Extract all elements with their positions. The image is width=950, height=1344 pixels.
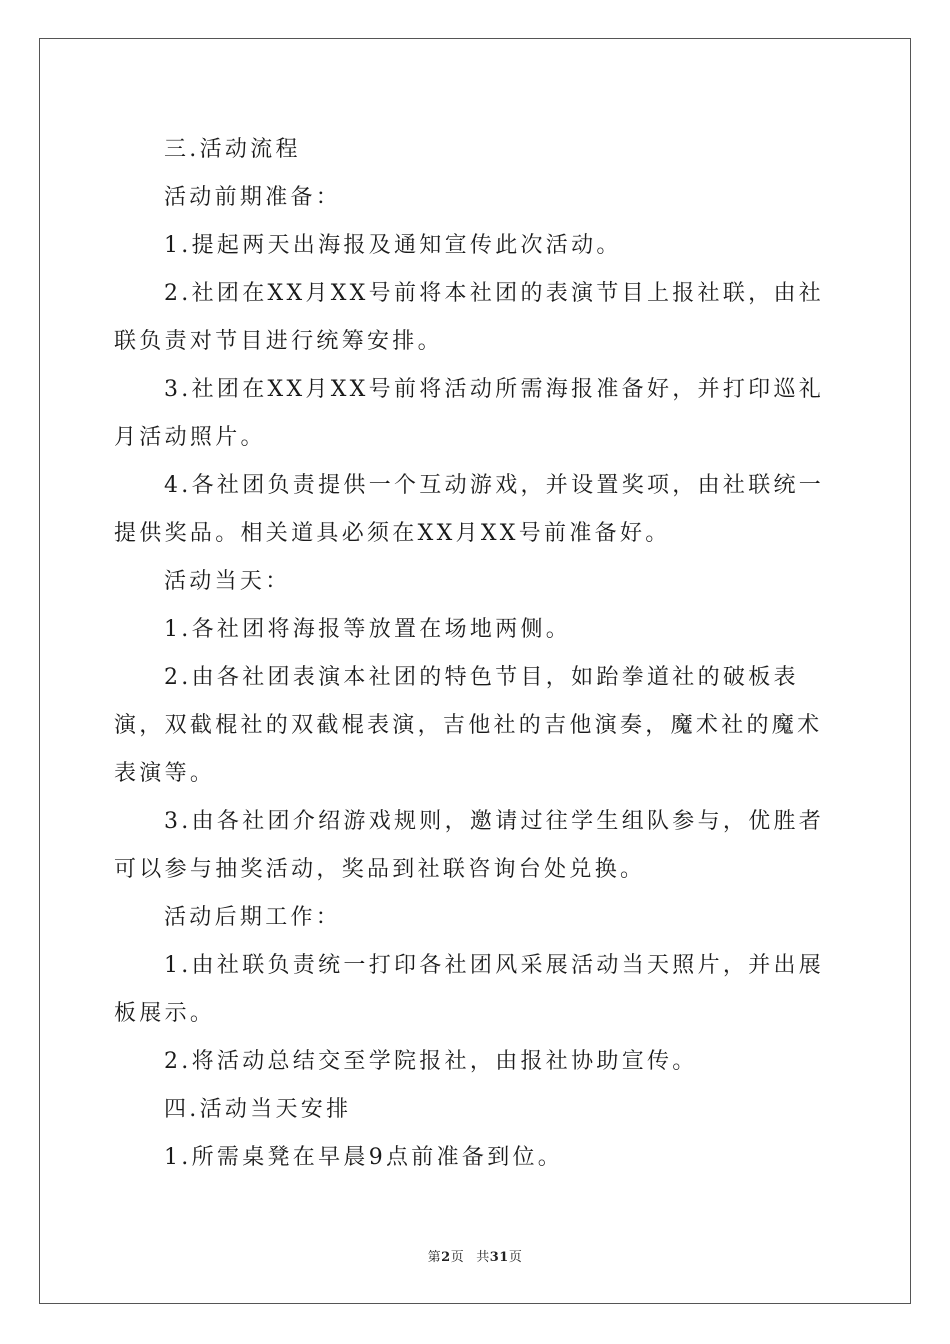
paragraph: 1.所需桌凳在早晨9点前准备到位。 (164, 1145, 564, 1170)
document-body (114, 126, 834, 1182)
subheading-preparation: 活动前期准备： (164, 185, 342, 210)
footer-page-number: 2 (441, 1250, 451, 1265)
paragraph: 2.社团在XX月XX号前将本社团的表演节目上报社联，由社联负责对节目进行统筹安排。 (114, 281, 825, 354)
footer-total-suffix: 页 (508, 1250, 523, 1265)
paragraph: 3.由各社团介绍游戏规则，邀请过往学生组队参与，优胜者可以参与抽奖活动，奖品到社联咨询台处兑换。 (114, 809, 825, 882)
subheading-post-event: 活动后期工作： (164, 905, 342, 930)
footer-total-pages: 31 (489, 1250, 509, 1265)
paragraph: 1.各社团将海报等放置在场地两侧。 (164, 617, 572, 642)
paragraph: 4.各社团负责提供一个互动游戏，并设置奖项，由社联统一提供奖品。相关道具必须在XX月XX号前准备好。 (114, 473, 825, 546)
page-footer (0, 1246, 950, 1265)
subheading-event-day: 活动当天： (164, 569, 291, 594)
footer-page-suffix: 页 (450, 1250, 465, 1265)
paragraph: 1.提起两天出海报及通知宣传此次活动。 (164, 233, 622, 258)
paragraph: 2.由各社团表演本社团的特色节目，如跆拳道社的破板表演，双截棍社的双截棍表演，吉他社的吉他演奏，魔术社的魔术表演等。 (114, 665, 823, 786)
footer-page-prefix: 第 (427, 1250, 442, 1265)
footer-total-prefix: 共 (476, 1250, 490, 1265)
paragraph: 2.将活动总结交至学院报社，由报社协助宣传。 (164, 1049, 698, 1074)
section-heading-schedule: 四.活动当天安排 (164, 1097, 352, 1122)
section-heading-process: 三.活动流程 (164, 137, 301, 162)
paragraph: 3.社团在XX月XX号前将活动所需海报准备好，并打印巡礼月活动照片。 (114, 377, 825, 450)
paragraph: 1.由社联负责统一打印各社团风采展活动当天照片，并出展板展示。 (114, 953, 825, 1026)
